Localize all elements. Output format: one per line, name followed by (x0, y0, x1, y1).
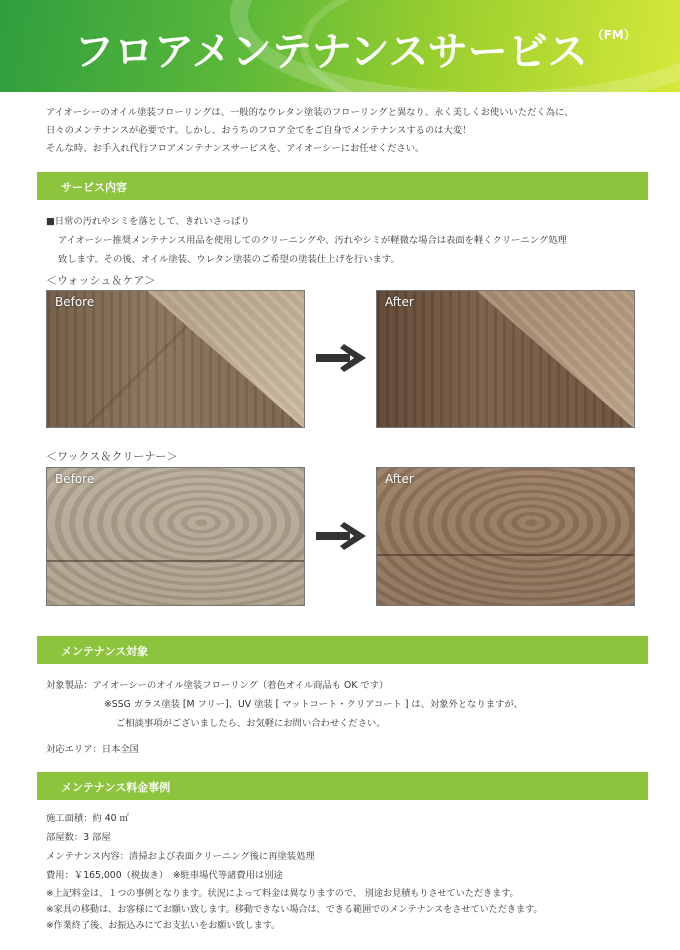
plank-seam (47, 560, 304, 562)
photo-wax-cleaner-after (376, 467, 635, 606)
photo-label: After (385, 295, 414, 309)
service-description (46, 212, 646, 269)
cost-detail: 部屋数：3 部屋 (46, 832, 111, 843)
target-line: ※SSG ガラス塗装 [M フリー]、UV 塗装 [ マットコート・クリアコート ] は、対象外となりますが、 (104, 699, 523, 710)
service-body-line: 致します。その後、オイル塗装、ウレタン塗装のご希望の塗装仕上げを行います。 (58, 254, 400, 265)
intro-line: 日々のメンテナンスが必要です。しかし、おうちのフロア全てをご自身でメンテナンスするのは大変！ (46, 125, 472, 136)
wood-panel (147, 291, 305, 428)
cost-note: ※上記料金は、１つの事例となります。状況によって料金は異なりますので、 別途お見積もりさせていただきます。 (46, 889, 519, 899)
cost-example (46, 809, 656, 934)
wood-panel (477, 291, 635, 428)
cost-detail: 施工面積：約 40 ㎡ (46, 813, 129, 824)
cost-detail: メンテナンス内容：清掃および表面クリーニング後に再塗装処理 (46, 851, 315, 862)
case-title-wash-care: ＜ウォッシュ＆ケア＞ (46, 274, 156, 287)
photo-wash-care-after (376, 290, 635, 428)
section-heading-label: メンテナンス対象 (61, 645, 149, 658)
title-suffix: （FM） (591, 28, 636, 42)
photo-label: Before (55, 472, 95, 486)
target-line: ご相談事項がございましたら、お気軽にお問い合わせください。 (116, 718, 386, 729)
photo-wax-cleaner-before (46, 467, 305, 606)
intro-line: そんな時、お手入れ代行フロアメンテナンスサービスを、アイオーシーにお任せください。 (46, 143, 425, 154)
case-title-wax-cleaner: ＜ワックス＆クリーナー＞ (46, 450, 178, 463)
section-heading-cost (37, 772, 648, 800)
arrow-right-icon (316, 344, 366, 372)
photo-wash-care-before (46, 290, 305, 428)
service-area: 対応エリア：日本全国 (46, 744, 139, 755)
section-heading-target (37, 636, 648, 664)
section-heading-label: サービス内容 (61, 181, 127, 194)
section-heading-label: メンテナンス料金事例 (61, 781, 171, 794)
page-header (0, 0, 680, 92)
cost-detail: 費用：￥165,000（税抜き） ※駐車場代等諸費用は別途 (46, 870, 283, 881)
photo-label: Before (55, 295, 95, 309)
intro-line: アイオーシーのオイル塗装フローリングは、一般的なウレタン塗装のフローリングと異なり、永く美しくお使いいただく為に、 (46, 107, 574, 118)
section-heading-service (37, 172, 648, 200)
cost-note: ※作業終了後、お振込みにてお支払いをお願い致します。 (46, 921, 281, 931)
photo-label: After (385, 472, 414, 486)
intro-text (46, 104, 646, 158)
service-body-line: アイオーシー推奨メンテナンス用品を使用してのクリーニングや、汚れやシミが軽微な場合は表面を軽くクリーニング処理 (58, 235, 567, 246)
cost-notes (46, 886, 656, 934)
service-lead: ■日常の汚れやシミを落として、きれいさっぱり (46, 216, 250, 227)
target-line: 対象製品：アイオーシーのオイル塗装フローリング（着色オイル商品も OK です） (46, 680, 389, 691)
target-description (46, 676, 646, 733)
page-title: フロアメンテナンスサービス $^{(FM)}$ (74, 28, 636, 75)
cost-note: ※家具の移動は、お客様にてお願い致します。移動できない場合は、できる範囲でのメンテナンスをさせていただきます。 (46, 905, 543, 915)
plank-seam (377, 554, 634, 556)
arrow-right-icon (316, 522, 366, 550)
